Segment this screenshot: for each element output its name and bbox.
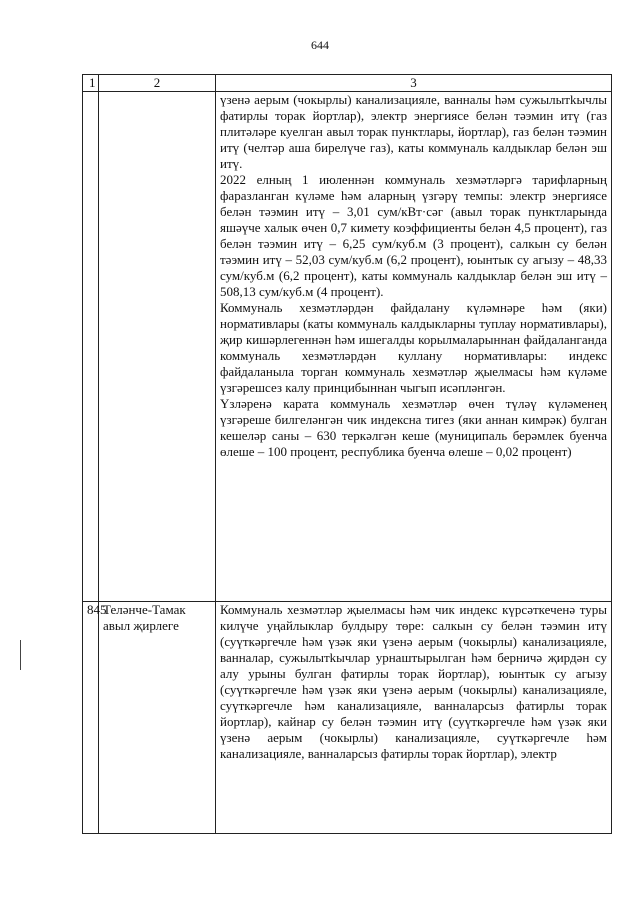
header-col-1: 1	[83, 75, 99, 92]
paragraph: Үзләренә карата коммуналь хезмәтләр өчен түләү күләменең үзгәреше билгеләнгән чик индексна тигез (яки аннан кимрәк) булган кешеләр саны – 630 теркәлгән кеше (муниципаль берәмлек буенча өлеше – 100 процент, республика буенча өлеше – 0,02 процент)	[220, 396, 607, 459]
paragraph: Коммуналь хезмәтләр җыелмасы һәм чик индекс күрсәткеченә туры килүче уңайлыклар булдыру төре: салкын су белән тәэмин итү (суүткәргечле һәм үзәк яки үзенә аерым (чокырлы) канализацияле, ванналар, сужылытkычлар урнаштырылган һәм берничә җирдән су алу урыны булган фатирлы торак йортлар), юынтык су агызу (суүткәргечле һәм үзәк яки үзенә аерым (чокырлы) канализацияле, суүткәргечле һәм канализацияле, ванналарсыз фатирлы торак йортлар), кайнар су белән тәэмин итү (суүткәргечле һәм үзәк яки үзенә аерым (чокырлы) канализацияле, суүткәргечле һәм канализацияле, ванналарсыз фатирлы торак йортлар), электр	[220, 602, 607, 761]
table-row-845	[83, 602, 612, 834]
data-table	[82, 74, 612, 834]
paragraph: үзенә аерым (чокырлы) канализацияле, ванналы һәм сужылытkычлы фатирлы торак йортлар), электр энергиясе белән тәэмин итү (газ плитәләре куелган авыл торак пунктлары, йортлар), газ белән тәэмин итү (челтәр аша бирелүче газ), каты коммуналь калдыклар белән эш итү.	[220, 92, 607, 171]
place-name: Теләнче-Тамак авыл җирлеге	[99, 602, 216, 834]
header-col-2: 2	[99, 75, 216, 92]
page-number: 644	[311, 38, 329, 52]
row-number-cell	[83, 92, 99, 602]
margin-mark	[20, 640, 21, 670]
place-cell	[99, 92, 216, 602]
description-cell	[216, 92, 612, 602]
description-cell	[216, 602, 612, 834]
row-number: 845	[83, 602, 99, 834]
paragraph: Коммуналь хезмәтләрдән файдалану күләмнәре һәм (яки) нормативлары (каты коммуналь калдыкларны туплау нормативлары), җир кишәрлегеннән һәм ишегалды корылмаларыннан файдаланганда коммуналь хезмәтләрдән куллану нормативлары: индекс файдаланыла торган коммуналь хезмәтләр җыелмасы һәм күләме үзгәрешсез калу принцибыннан чыгып исәпләнгән.	[220, 300, 607, 395]
paragraph: 2022 елның 1 июленнән коммуналь хезмәтләргә тарифларның фаразланган күләме һәм аларның үзгәрү темпы: электр энергиясе белән тәэмин итү – 3,01 сум/кВт·сәг (авыл торак пунктларында яшәүче халык өчен 0,7 кимету коэффициенты белән 4,5 процент), газ белән тәэмин итү – 6,25 сум/куб.м (3 процент), салкын су белән тәэмин итү – 52,03 сум/куб.м (6,2 процент), юынтык су агызу – 48,33 сум/куб.м (6,2 процент), каты коммуналь калдыклар белән эш итү – 508,13 сум/куб.м (4 процент).	[220, 172, 607, 299]
header-col-3: 3	[216, 75, 612, 92]
table-row-continued	[83, 92, 612, 602]
table-header-row	[83, 75, 612, 92]
